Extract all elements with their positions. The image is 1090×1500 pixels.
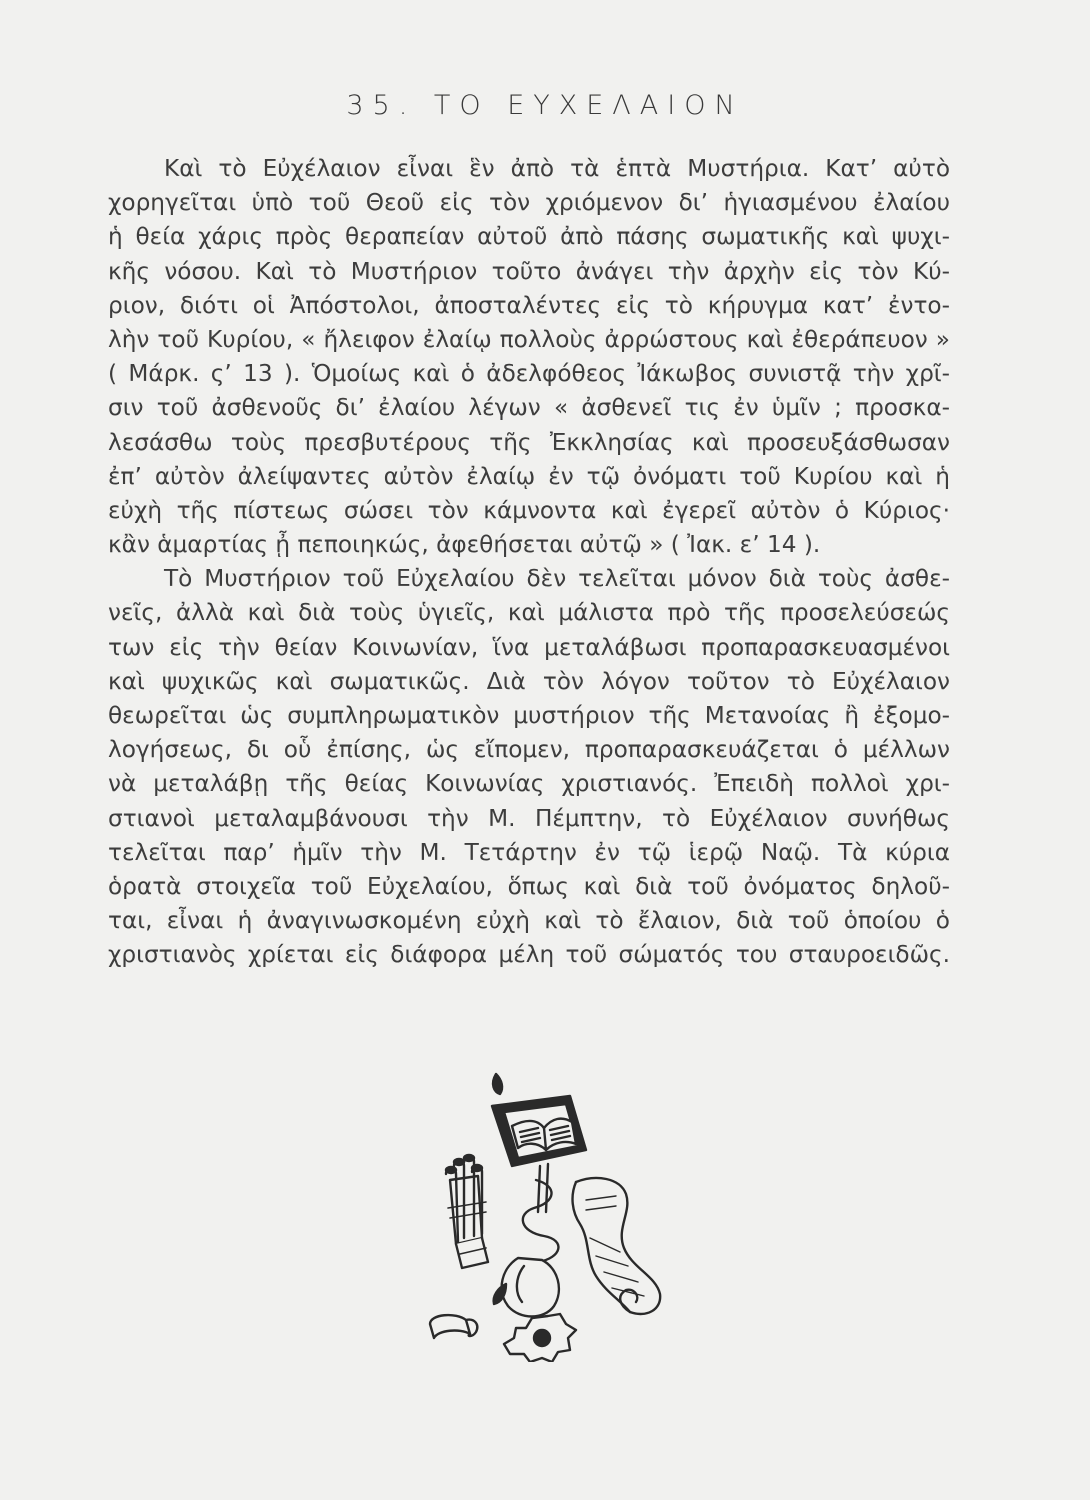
- text-line: θεωρεῖται ὡς συμπληρωματικὸν μυστήριον τῆς Μετανοίας ἢ ἐξομο-: [108, 702, 950, 729]
- chapter-title: 35. ΤΟ ΕΥΧΕΛΑΙΟΝ: [346, 90, 744, 121]
- text-line: κἂν ἁμαρτίας ᾖ πεποιηκώς, ἀφεθήσεται αὐτῷ » ( Ἰακ. ε’ 14 ).: [108, 531, 821, 559]
- text-line: ριον, διότι οἱ Ἀπόστολοι, ἀποσταλέντες εἰς τὸ κήρυγμα κατ’ ἐντο-: [108, 291, 950, 319]
- text-line: τελεῖται παρ’ ἡμῖν τὴν Μ. Τετάρτην ἐν τῷ ἱερῷ Ναῷ. Τὰ κύρια: [108, 838, 950, 866]
- unction-vignette-icon: [420, 1062, 670, 1362]
- text-line: Τὸ Μυστήριον τοῦ Εὐχελαίου δὲν τελεῖται μόνον διὰ τοὺς ἀσθε-: [164, 565, 950, 593]
- text-line: χριστιανὸς χρίεται εἰς διάφορα μέλη τοῦ σώματός του σταυροειδῶς.: [108, 941, 950, 969]
- text-line: κῆς νόσου. Καὶ τὸ Μυστήριον τοῦτο ἀνάγει τὴν ἀρχὴν εἰς τὸν Κύ-: [108, 257, 950, 285]
- text-line: λεσάσθω τοὺς πρεσβυτέρους τῆς Ἐκκλησίας καὶ προσευξάσθωσαν: [108, 428, 950, 456]
- text-line: νὰ μεταλάβῃ τῆς θείας Κοινωνίας χριστιανός. Ἐπειδὴ πολλοὶ χρι-: [108, 770, 950, 798]
- text-line: λὴν τοῦ Κυρίου, « ἤλειφον ἐλαίῳ πολλοὺς ἀρρώστους καὶ ἐθεράπευον »: [108, 325, 950, 353]
- text-line: ( Μάρκ. ς’ 13 ). Ὁμοίως καὶ ὁ ἀδελφόθεος Ἰάκωβος συνιστᾷ τὴν χρῖ-: [108, 360, 950, 388]
- text-line: των εἰς τὴν θείαν Κοινωνίαν, ἵνα μεταλάβωσι προπαρασκευασμένοι: [108, 633, 950, 661]
- text-line: ἐπ’ αὐτὸν ἀλείψαντες αὐτὸν ἐλαίῳ ἐν τῷ ὀνόματι τοῦ Κυρίου καὶ ἡ: [108, 462, 950, 490]
- text-line: ται, εἶναι ἡ ἀναγινωσκομένη εὐχὴ καὶ τὸ ἔλαιον, διὰ τοῦ ὁποίου ὁ: [108, 907, 950, 935]
- text-line: χορηγεῖται ὑπὸ τοῦ Θεοῦ εἰς τὸν χριόμενον δι’ ἡγιασμένου ἐλαίου: [108, 189, 950, 217]
- paragraph-1: [108, 152, 950, 562]
- paragraph-2: [108, 562, 950, 972]
- text-line: σιν τοῦ ἀσθενοῦς δι’ ἐλαίου λέγων « ἀσθενεῖ τις ἐν ὑμῖν ; προσκα-: [108, 394, 950, 422]
- text-line: λογήσεως, δι οὗ ἐπίσης, ὡς εἴπομεν, προπαρασκευάζεται ὁ μέλλων: [108, 736, 950, 764]
- text-line: στιανοὶ μεταλαμβάνουσι τὴν Μ. Πέμπτην, τὸ Εὐχέλαιον συνήθως: [108, 804, 950, 832]
- text-line: καὶ ψυχικῶς καὶ σωματικῶς. Διὰ τὸν λόγον τοῦτον τὸ Εὐχέλαιον: [108, 667, 950, 695]
- text-line: ἡ θεία χάρις πρὸς θεραπείαν αὐτοῦ ἀπὸ πάσης σωματικῆς καὶ ψυχι-: [108, 223, 950, 251]
- body-text: [108, 152, 950, 973]
- text-line: εὐχὴ τῆς πίστεως σώσει τὸν κάμνοντα καὶ ἐγερεῖ αὐτὸν ὁ Κύριος·: [108, 496, 950, 524]
- text-line: ὁρατὰ στοιχεῖα τοῦ Εὐχελαίου, ὅπως καὶ διὰ τοῦ ὀνόματος δηλοῦ-: [108, 872, 950, 900]
- text-line: Καὶ τὸ Εὐχέλαιον εἶναι ἓν ἀπὸ τὰ ἑπτὰ Μυστήρια. Κατ’ αὐτὸ: [164, 155, 950, 182]
- text-line: νεῖς, ἀλλὰ καὶ διὰ τοὺς ὑγιεῖς, καὶ μάλιστα πρὸ τῆς προσελεύσεώς: [108, 599, 950, 627]
